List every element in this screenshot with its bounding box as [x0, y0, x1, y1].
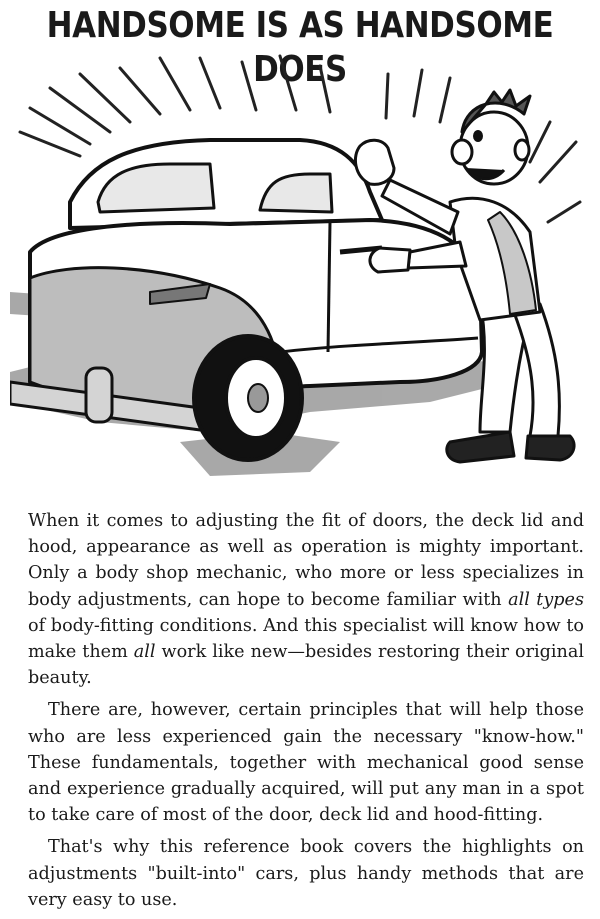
front-wheel [194, 336, 302, 460]
paragraph-1: When it comes to adjusting the fit of doors, the deck lid and hood, appearance as well as operation is mighty important. Only a body shop mechanic, who more or less specializes in body adjustments, can hope to become familiar with all types of body-fitting conditions. And this specialist will know how to make them all work like new—besides restoring their original beauty. [28, 511, 584, 689]
page-title: HANDSOME IS AS HANDSOME DOES [46, 5, 554, 90]
car-illustration [10, 52, 590, 500]
paragraph-3: That's why this reference book covers the highlights on adjustments "built-into" cars, plus handy methods that are very easy to use. [28, 837, 584, 910]
body-text [28, 508, 584, 919]
paragraph-2: There are, however, certain principles that will help those who are less experienced gain the necessary "know-how." These fundamentals, together with mechanical good sense and experience gradually acquired, will put any man in a spot to take care of most of the door, deck lid and hood-fitting. [28, 700, 584, 826]
